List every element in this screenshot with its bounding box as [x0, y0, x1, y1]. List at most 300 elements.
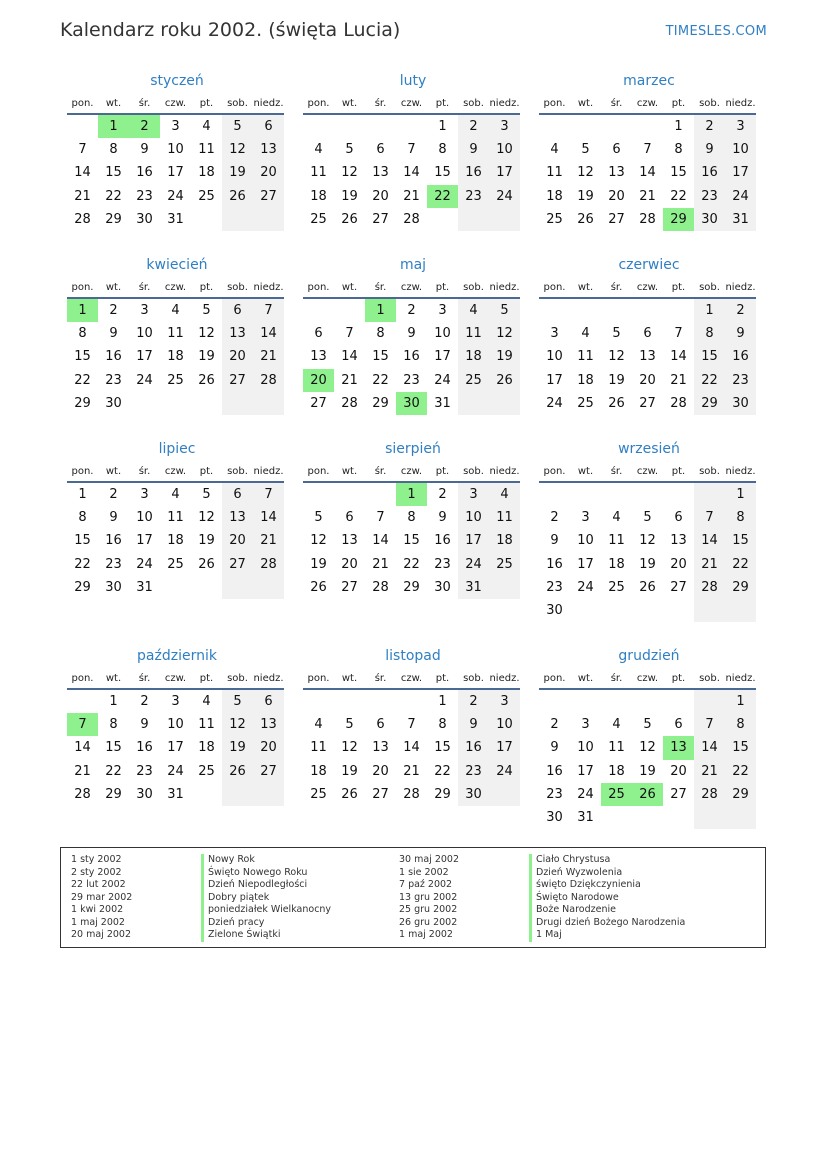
week-row	[303, 345, 520, 368]
day-cell: 14	[694, 736, 725, 759]
weekday-header: niedz.	[725, 278, 756, 298]
day-cell: 6	[314, 326, 323, 342]
day-cell: 28	[694, 576, 725, 599]
month-name: styczeń	[150, 73, 204, 89]
week-row	[539, 713, 756, 736]
day-cell: 26	[341, 786, 358, 802]
weekday-header: niedz.	[253, 669, 284, 689]
holiday-day: 30	[396, 392, 427, 415]
weekday-header: pt.	[663, 462, 694, 482]
week-row	[67, 576, 284, 599]
day-cell: 21	[74, 763, 91, 779]
day-cell: 8	[78, 510, 87, 526]
empty-cell	[334, 482, 365, 506]
weekday-header: pon.	[303, 94, 334, 114]
legend-holiday-name: 1 Maj	[529, 929, 685, 942]
day-cell: 2	[109, 303, 118, 319]
day-cell: 3	[140, 487, 149, 503]
empty-cell	[334, 298, 365, 322]
day-cell: 8	[407, 510, 416, 526]
day-cell: 8	[694, 322, 725, 345]
day-cell: 3	[171, 694, 180, 710]
empty-cell	[539, 689, 570, 713]
weekday-header: czw.	[160, 278, 191, 298]
week-row	[539, 369, 756, 392]
day-cell: 14	[372, 533, 389, 549]
day-cell: 12	[489, 322, 520, 345]
day-cell: 20	[670, 556, 687, 572]
empty-cell	[67, 689, 98, 713]
empty-cell	[489, 208, 520, 231]
weekday-header: niedz.	[725, 669, 756, 689]
day-cell: 23	[546, 786, 563, 802]
empty-cell	[334, 114, 365, 138]
day-cell: 3	[458, 482, 489, 506]
day-cell: 6	[612, 142, 621, 158]
day-cell: 7	[407, 142, 416, 158]
day-cell: 24	[546, 395, 563, 411]
empty-cell	[694, 482, 725, 506]
month-table	[539, 94, 756, 231]
week-row	[67, 185, 284, 208]
holiday-day: 1	[396, 482, 427, 506]
empty-cell	[222, 783, 253, 806]
day-cell: 30	[725, 392, 756, 415]
day-cell: 24	[577, 579, 594, 595]
empty-cell	[632, 298, 663, 322]
day-cell: 18	[167, 349, 184, 365]
weekday-header: czw.	[396, 669, 427, 689]
day-cell: 25	[489, 553, 520, 576]
day-cell: 5	[222, 114, 253, 138]
day-cell: 17	[136, 533, 153, 549]
week-row	[303, 369, 520, 392]
day-cell: 30	[434, 579, 451, 595]
day-cell: 19	[198, 533, 215, 549]
weekday-header: pon.	[303, 278, 334, 298]
empty-cell	[632, 599, 663, 622]
day-cell: 29	[74, 579, 91, 595]
day-cell: 14	[403, 740, 420, 756]
legend-holiday-name: Ciało Chrystusa	[529, 854, 685, 867]
week-row	[67, 322, 284, 345]
day-cell: 3	[171, 119, 180, 135]
day-cell: 21	[694, 760, 725, 783]
day-cell: 31	[725, 208, 756, 231]
day-cell: 5	[612, 326, 621, 342]
weekday-header: śr.	[365, 462, 396, 482]
day-cell: 11	[198, 142, 215, 158]
weekday-header: niedz.	[489, 462, 520, 482]
day-cell: 19	[577, 188, 594, 204]
day-cell: 4	[458, 298, 489, 322]
day-cell: 17	[577, 763, 594, 779]
week-row	[539, 760, 756, 783]
empty-cell	[601, 599, 632, 622]
day-cell: 9	[140, 142, 149, 158]
week-row	[303, 392, 520, 415]
day-cell: 17	[725, 161, 756, 184]
day-cell: 19	[489, 345, 520, 368]
day-cell: 10	[577, 533, 594, 549]
weekday-header: śr.	[129, 278, 160, 298]
day-cell: 15	[725, 529, 756, 552]
empty-cell	[663, 298, 694, 322]
day-cell: 24	[136, 556, 153, 572]
weekday-header: pon.	[67, 278, 98, 298]
weekday-header: sob.	[694, 94, 725, 114]
legend-date: 1 kwi 2002	[71, 904, 124, 915]
day-cell: 13	[341, 533, 358, 549]
day-cell: 13	[222, 506, 253, 529]
weekday-header: pt.	[663, 94, 694, 114]
day-cell: 14	[74, 165, 91, 181]
day-cell: 8	[109, 717, 118, 733]
day-cell: 4	[489, 482, 520, 506]
week-row	[539, 298, 756, 322]
day-cell: 4	[581, 326, 590, 342]
week-row	[303, 736, 520, 759]
week-row	[303, 576, 520, 599]
weekday-header: czw.	[160, 462, 191, 482]
day-cell: 27	[253, 185, 284, 208]
day-cell: 15	[434, 740, 451, 756]
day-cell: 2	[458, 114, 489, 138]
empty-cell	[663, 806, 694, 829]
day-cell: 8	[376, 326, 385, 342]
day-cell: 15	[372, 349, 389, 365]
day-cell: 29	[725, 783, 756, 806]
day-cell: 26	[639, 579, 656, 595]
day-cell: 21	[341, 372, 358, 388]
weekday-header: wt.	[334, 278, 365, 298]
day-cell: 4	[314, 142, 323, 158]
legend-names-right	[529, 854, 685, 942]
day-cell: 16	[434, 533, 451, 549]
day-cell: 16	[136, 165, 153, 181]
week-row	[303, 482, 520, 506]
weekday-header: wt.	[570, 278, 601, 298]
day-cell: 9	[109, 510, 118, 526]
weekday-header: pon.	[539, 669, 570, 689]
empty-cell	[694, 689, 725, 713]
day-cell: 11	[577, 349, 594, 365]
site-link[interactable]: TIMESLES.COM	[665, 24, 767, 39]
weekday-header: pt.	[663, 278, 694, 298]
weekday-header: sob.	[458, 94, 489, 114]
legend-holiday-name: Zielone Świątki	[201, 929, 331, 942]
day-cell: 22	[105, 763, 122, 779]
day-cell: 25	[310, 786, 327, 802]
legend-date: 22 lut 2002	[71, 879, 126, 890]
weekday-header: śr.	[365, 669, 396, 689]
empty-cell	[365, 114, 396, 138]
day-cell: 12	[198, 510, 215, 526]
weekday-header: śr.	[365, 94, 396, 114]
legend-date: 26 gru 2002	[399, 916, 458, 928]
weekday-header: pt.	[427, 278, 458, 298]
week-row	[303, 161, 520, 184]
day-cell: 1	[78, 487, 87, 503]
day-cell: 14	[670, 349, 687, 365]
month-name: sierpień	[385, 441, 441, 457]
empty-cell	[725, 806, 756, 829]
day-cell: 29	[105, 786, 122, 802]
day-cell: 27	[372, 786, 389, 802]
weekday-header: pon.	[67, 462, 98, 482]
day-cell: 24	[577, 786, 594, 802]
day-cell: 6	[674, 717, 683, 733]
empty-cell	[334, 689, 365, 713]
day-cell: 29	[105, 211, 122, 227]
weekday-header: wt.	[334, 669, 365, 689]
day-cell: 2	[458, 689, 489, 713]
month-10	[67, 647, 287, 806]
holiday-day: 1	[98, 114, 129, 138]
day-cell: 7	[407, 717, 416, 733]
legend-dates-right	[399, 854, 459, 942]
week-row	[67, 736, 284, 759]
weekday-header: czw.	[160, 669, 191, 689]
weekday-header: śr.	[365, 278, 396, 298]
empty-cell	[539, 482, 570, 506]
page-title: Kalendarz roku 2002. (święta Lucia)	[60, 19, 401, 41]
month-table	[539, 669, 756, 829]
weekday-header: wt.	[98, 94, 129, 114]
day-cell: 30	[136, 786, 153, 802]
day-cell: 30	[694, 208, 725, 231]
day-cell: 5	[581, 142, 590, 158]
day-cell: 18	[198, 165, 215, 181]
day-cell: 28	[403, 211, 420, 227]
weekday-header: pt.	[191, 462, 222, 482]
month-table	[67, 94, 284, 231]
day-cell: 26	[608, 395, 625, 411]
week-row	[539, 208, 756, 231]
empty-cell	[663, 599, 694, 622]
day-cell: 17	[577, 556, 594, 572]
day-cell: 2	[694, 114, 725, 138]
day-cell: 25	[167, 372, 184, 388]
day-cell: 15	[403, 533, 420, 549]
holiday-day: 2	[129, 114, 160, 138]
empty-cell	[458, 392, 489, 415]
day-cell: 18	[310, 763, 327, 779]
day-cell: 15	[74, 533, 91, 549]
month-2	[303, 72, 523, 231]
weekday-header: wt.	[570, 669, 601, 689]
empty-cell	[365, 482, 396, 506]
day-cell: 5	[345, 717, 354, 733]
empty-cell	[303, 689, 334, 713]
empty-cell	[160, 576, 191, 599]
day-cell: 9	[550, 740, 559, 756]
day-cell: 27	[670, 786, 687, 802]
legend-holiday-name: święto Dziękczynienia	[529, 879, 685, 892]
day-cell: 24	[136, 372, 153, 388]
legend-holiday-name: Nowy Rok	[201, 854, 331, 867]
month-name: grudzień	[618, 648, 680, 664]
legend-date: 30 maj 2002	[399, 854, 460, 865]
month-6	[539, 256, 759, 415]
day-cell: 16	[105, 533, 122, 549]
day-cell: 22	[434, 763, 451, 779]
weekday-header: czw.	[632, 94, 663, 114]
weekday-header: sob.	[458, 278, 489, 298]
day-cell: 1	[438, 694, 447, 710]
month-name: maj	[399, 257, 427, 273]
day-cell: 11	[310, 165, 327, 181]
weekday-header: pt.	[191, 278, 222, 298]
day-cell: 2	[550, 717, 559, 733]
day-cell: 10	[577, 740, 594, 756]
week-row	[303, 138, 520, 161]
weekday-header: pt.	[191, 669, 222, 689]
legend-date: 1 maj 2002	[399, 929, 453, 940]
weekday-header: pon.	[539, 462, 570, 482]
day-cell: 21	[403, 188, 420, 204]
day-cell: 7	[694, 506, 725, 529]
legend-holiday-name: Dobry piątek	[201, 892, 331, 905]
day-cell: 17	[458, 529, 489, 552]
day-cell: 15	[105, 165, 122, 181]
day-cell: 10	[458, 506, 489, 529]
weekday-header: wt.	[334, 94, 365, 114]
day-cell: 6	[345, 510, 354, 526]
weekday-header: śr.	[129, 94, 160, 114]
empty-cell	[570, 689, 601, 713]
day-cell: 12	[198, 326, 215, 342]
month-table	[303, 462, 520, 599]
legend-holiday-name: Dzień Niepodległości	[201, 879, 331, 892]
day-cell: 25	[608, 579, 625, 595]
day-cell: 10	[489, 138, 520, 161]
day-cell: 19	[222, 736, 253, 759]
weekday-header: sob.	[694, 278, 725, 298]
week-row	[303, 185, 520, 208]
day-cell: 5	[314, 510, 323, 526]
day-cell: 1	[109, 694, 118, 710]
day-cell: 14	[74, 740, 91, 756]
day-cell: 7	[643, 142, 652, 158]
day-cell: 31	[577, 810, 594, 826]
day-cell: 21	[694, 553, 725, 576]
day-cell: 29	[694, 392, 725, 415]
day-cell: 8	[725, 713, 756, 736]
weekday-header: pon.	[67, 94, 98, 114]
day-cell: 12	[341, 740, 358, 756]
day-cell: 13	[372, 165, 389, 181]
week-row	[539, 806, 756, 829]
weekday-header: sob.	[222, 278, 253, 298]
day-cell: 7	[674, 326, 683, 342]
weekday-header: sob.	[694, 462, 725, 482]
empty-cell	[191, 392, 222, 415]
weekday-header: śr.	[601, 669, 632, 689]
day-cell: 1	[725, 482, 756, 506]
day-cell: 17	[136, 349, 153, 365]
day-cell: 18	[577, 372, 594, 388]
day-cell: 29	[372, 395, 389, 411]
day-cell: 23	[458, 760, 489, 783]
day-cell: 2	[109, 487, 118, 503]
weekday-header: pon.	[303, 462, 334, 482]
day-cell: 4	[202, 119, 211, 135]
day-cell: 21	[74, 188, 91, 204]
empty-cell	[570, 599, 601, 622]
month-5	[303, 256, 523, 415]
day-cell: 6	[222, 298, 253, 322]
weekday-header: śr.	[129, 669, 160, 689]
day-cell: 15	[434, 165, 451, 181]
day-cell: 18	[167, 533, 184, 549]
weekday-header: pon.	[539, 278, 570, 298]
legend-holiday-name: poniedziałek Wielkanocny	[201, 904, 331, 917]
day-cell: 1	[438, 119, 447, 135]
month-name: październik	[137, 648, 217, 664]
empty-cell	[601, 689, 632, 713]
day-cell: 11	[489, 506, 520, 529]
day-cell: 20	[253, 161, 284, 184]
empty-cell	[725, 599, 756, 622]
day-cell: 27	[341, 579, 358, 595]
day-cell: 26	[341, 211, 358, 227]
day-cell: 14	[253, 322, 284, 345]
day-cell: 1	[674, 119, 683, 135]
week-row	[539, 553, 756, 576]
empty-cell	[601, 114, 632, 138]
empty-cell	[67, 114, 98, 138]
day-cell: 16	[725, 345, 756, 368]
week-row	[67, 369, 284, 392]
day-cell: 23	[458, 185, 489, 208]
weekday-header: sob.	[458, 669, 489, 689]
day-cell: 25	[167, 556, 184, 572]
day-cell: 25	[198, 763, 215, 779]
day-cell: 10	[725, 138, 756, 161]
day-cell: 26	[310, 579, 327, 595]
weekday-header: niedz.	[253, 462, 284, 482]
day-cell: 25	[458, 369, 489, 392]
day-cell: 14	[639, 165, 656, 181]
empty-cell	[663, 482, 694, 506]
day-cell: 8	[674, 142, 683, 158]
day-cell: 31	[458, 576, 489, 599]
day-cell: 24	[167, 188, 184, 204]
day-cell: 13	[372, 740, 389, 756]
weekday-header: wt.	[570, 462, 601, 482]
day-cell: 11	[167, 326, 184, 342]
day-cell: 7	[253, 298, 284, 322]
day-cell: 23	[105, 372, 122, 388]
legend-date: 13 gru 2002	[399, 891, 458, 903]
day-cell: 5	[643, 510, 652, 526]
month-table	[303, 278, 520, 415]
empty-cell	[160, 392, 191, 415]
day-cell: 28	[639, 211, 656, 227]
day-cell: 18	[198, 740, 215, 756]
day-cell: 17	[489, 161, 520, 184]
day-cell: 1	[694, 298, 725, 322]
month-7	[67, 440, 287, 599]
week-row	[67, 482, 284, 506]
legend-holiday-name: Boże Narodzenie	[529, 904, 685, 917]
empty-cell	[303, 114, 334, 138]
legend-holiday-name: Dzień Wyzwolenia	[529, 867, 685, 880]
day-cell: 21	[639, 188, 656, 204]
day-cell: 20	[639, 372, 656, 388]
day-cell: 7	[376, 510, 385, 526]
